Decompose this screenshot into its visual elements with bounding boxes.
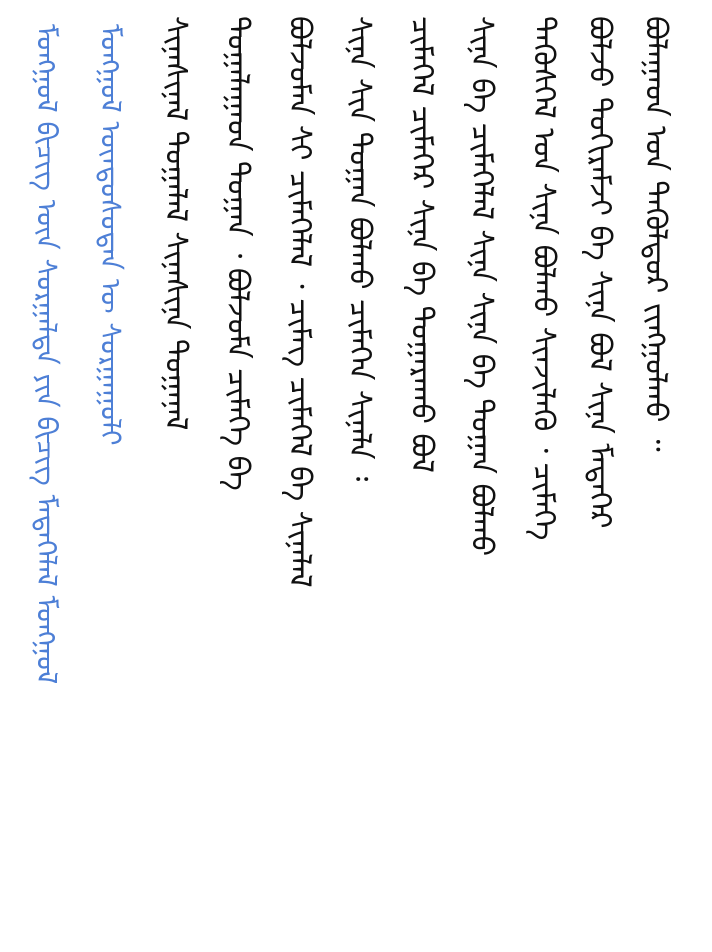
- text-column-6: ᠰᠢᠨᠡ ᠰᠢᠨ ᠲᠣᠭᠠᠨ ᠪᠣᠯᠬᠤ ᠴᠢᠮᠡᠭᠡᠨ ᠰᠢᠨᠡᠯᠡ ᠄: [342, 16, 377, 482]
- source-title-line-1: ᠮᠣᠩᠭᠣᠯ ᠦᠨᠳᠦᠰᠦᠲᠡᠨ ᠦ ᠰᠤᠷᠭᠠᠭᠤᠯᠢ: [94, 24, 127, 446]
- text-column-8: ᠲᠣᠭᠠᠯᠠᠭᠠᠳ ᠲᠣᠭᠠᠨ ᠂ ᠪᠣᠯᠵᠣᠮᠠ ᠴᠢᠮᠡᠭᠡ ᠪᠠ: [220, 16, 255, 491]
- text-column-1: ᠪᠣᠯᠠᠭᠠᠳ ᠤᠨ ᠲᠡᠭᠦᠯᠳᠦᠷ ᠵᠢᠩᠭᠣᠯᠬᠤ ᠃: [638, 16, 673, 452]
- text-column-7: ᠪᠣᠯᠵᠣᠮᠠᠨ ᠰᠢ ᠴᠢᠮᠡᠭᠡᠯᠡᠯ ᠂ ᠴᠢᠮᠡᠭ ᠴᠢᠮᠡᠭᠡᠯ ᠪᠠ ᠰᠢᠨᠡᠯᠡᠯ: [282, 16, 317, 588]
- text-column-3: ᠲᠡᠭᠦᠰᠬᠡᠯ ᠤᠨ ᠰᠢᠨᠡ ᠪᠣᠯᠬᠤ ᠰᠢᠨᠵᠢᠯᠡᠬᠦ ᠂ ᠴᠢᠮᠡᠭᠡ: [526, 16, 561, 541]
- text-column-9: ᠰᠢᠨᠡᠰᠢᠨᠡᠯ ᠲᠣᠭᠠᠯᠠᠯ ᠰᠢᠨᠡᠰᠢᠨᠡ ᠲᠣᠭᠠᠨᠡᠯ: [158, 16, 193, 431]
- text-column-2: ᠪᠣᠯᠵᠣ ᠲᠣᠬᠢᠷᠠᠮᠵᠢ ᠪᠠ ᠰᠢᠨᠡ ᠪᠣᠯ ᠰᠢᠨᠡ ᠮᠡᠳᠡᠭᠡᠷ: [582, 16, 617, 529]
- text-column-4: ᠰᠢᠨᠡ ᠪᠠ ᠴᠢᠮᠡᠭᠡᠯᠡᠯ ᠰᠢᠨᠡ ᠰᠢᠨᠡ ᠪᠠ ᠲᠣᠭᠠᠨ ᠪᠣᠯᠬᠤ: [464, 16, 499, 557]
- source-title-line-2: ᠮᠣᠩᠭᠣᠯ ᠪᠢᠴᠢᠭ ᠦᠨ ᠰᠤᠷᠭᠠᠯᠲᠠ ᠶᠢᠨ ᠪᠢᠴᠢᠭ ᠮᠡᠳᠡᠭᠡᠯᠡᠯ ᠮᠣᠩᠭᠣᠯ: [30, 24, 63, 685]
- text-column-5: ᠴᠢᠮᠡᠭᠡᠯ ᠴᠢᠮᠡᠭᠡᠷ ᠰᠢᠨᠡ ᠪᠠ ᠲᠣᠭᠠᠷᠠᠬᠤ ᠪᠣᠯ: [404, 16, 439, 473]
